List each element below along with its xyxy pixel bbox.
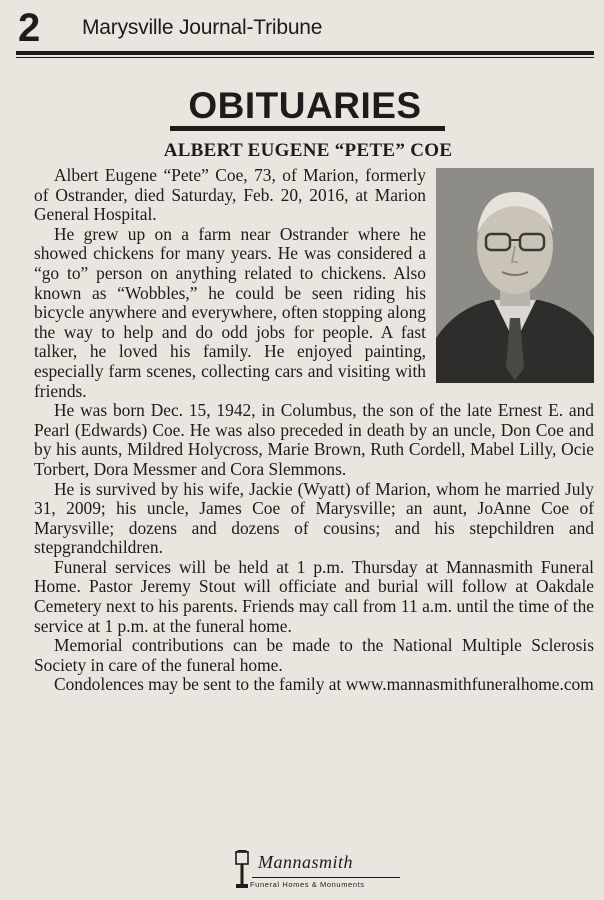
logo-underline: [252, 877, 400, 878]
section-title-rule: [170, 126, 445, 131]
paragraph: He is survived by his wife, Jackie (Wyatt) of Marion, whom he married July 31, 2009; his uncle, James Coe of Marysville; an aunt, JoAnne Coe of Marysville; dozens and dozens of cousins; and his stepchildren and stepgrandchildren.: [34, 478, 594, 558]
obituary-article: [34, 166, 594, 695]
masthead-rule-thin: [16, 57, 594, 58]
portrait-photo: [436, 168, 594, 383]
masthead-rule-thick: [16, 51, 594, 55]
newspaper-name: Marysville Journal-Tribune: [82, 16, 323, 39]
paragraph: He grew up on a farm near Ostrander where he showed chickens for many years. He was considered a “go to” person on anything related to chickens. Also known as “Wobbles,” he could be seen riding his bicycle anywhere and everywhere, often stopping along the way to help and do odd jobs for people. A fast talker, he loved his family. He enjoyed painting, especially farm scenes, collecting cars and visiting with friends.: [34, 223, 426, 401]
paragraph: He was born Dec. 15, 1942, in Columbus, the son of the late Ernest E. and Pearl (Edwards) Coe. He was also preceded in death by an uncle, Don Coe and by his aunts, Mildred Holycross, Marie Brown, Ruth Cordell, Mabel Lilly, Ocie Torbert, Dora Messmer and Cora Slemmons.: [34, 400, 594, 479]
section-title: OBITUARIES: [188, 85, 422, 126]
paragraph: Memorial contributions can be made to the National Multiple Sclerosis Society in care of the funeral home.: [34, 635, 594, 675]
logo-tagline: Funeral Homes & Monuments: [250, 880, 365, 889]
lamp-post-icon: [232, 850, 252, 895]
logo-name: Mannasmith: [258, 852, 353, 872]
paragraph: Condolences may be sent to the family at www.mannasmithfuneralhome.com: [54, 674, 594, 695]
masthead: [18, 6, 588, 50]
paragraph: Albert Eugene “Pete” Coe, 73, of Marion, formerly of Ostrander, died Saturday, Feb. 20, 2016, at Marion General Hospital.: [34, 165, 426, 225]
obituary-headline: ALBERT EUGENE “PETE” COE: [163, 140, 453, 161]
page-number: 2: [18, 6, 41, 50]
paragraph: Funeral services will be held at 1 p.m. Thursday at Mannasmith Funeral Home. Pastor Jeremy Stout will officiate and burial will follow at Oakdale Cemetery next to his parents. Friends may call from 11 a.m. until the time of the service at 1 p.m. at the funeral home.: [34, 556, 594, 636]
funeral-home-logo: [228, 850, 388, 898]
